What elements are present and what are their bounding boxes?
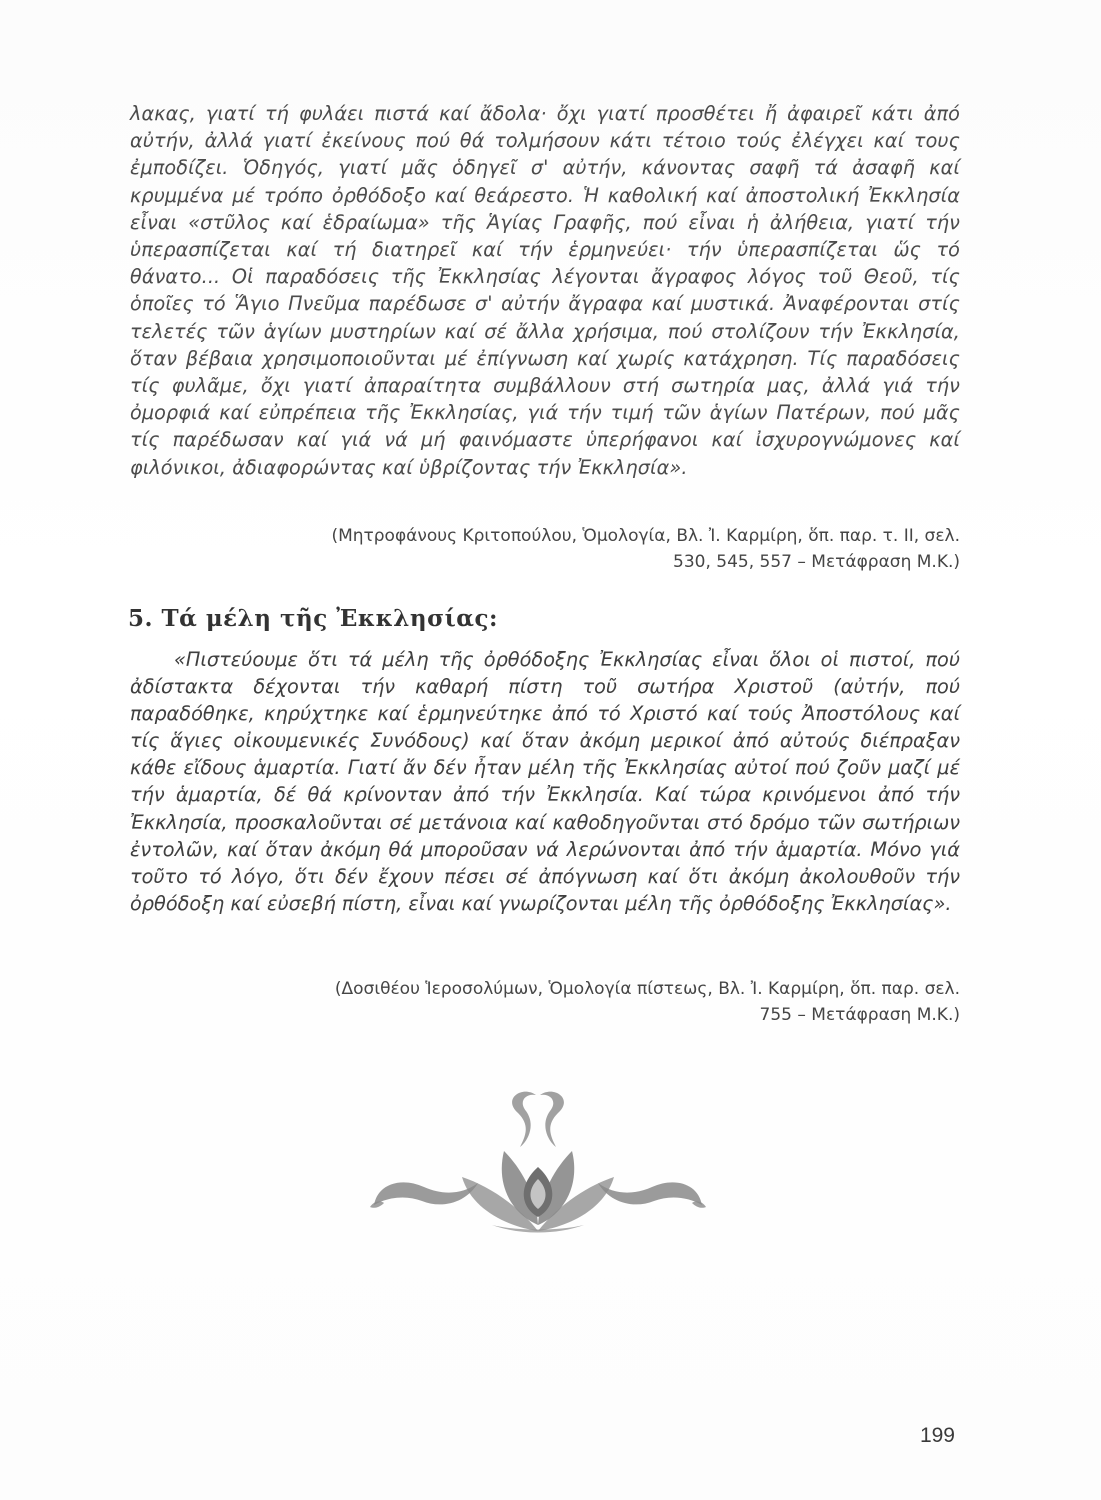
citation-2-line-2: 755 – Μετάφραση Μ.Κ.) <box>759 1005 960 1026</box>
body-paragraph-2: «Πιστεύουμε ὅτι τά μέλη τῆς ὀρθόδοξης Ἐκκλησίας εἶναι ὅλοι οἱ πιστοί, πού ἀδίστακτα δέχονται τήν καθαρή πίστη τοῦ σωτήρα Χριστοῦ (αὐτήν, πού παραδόθηκε, κηρύχτηκε καί ἑρμηνεύτηκε ἀπό τό Χριστό καί τούς Ἀποστόλους καί τίς ἅγιες οἰκουμενικές Συνόδους) καί ὅταν ἀκόμη μερικοί ἀπό αὐτούς διέπραξαν κάθε εἴδους ἁμαρτία. Γιατί ἄν δέν ἦταν μέλη τῆς Ἐκκλησίας αὐτοί πού ζοῦν μαζί μέ τήν ἁμαρτία, δέ θά κρίνονταν ἀπό τήν Ἐκκλησία. Καί τώρα κρινόμενοι ἀπό τήν Ἐκκλησία, προσκαλοῦνται σέ μετάνοια καί καθοδηγοῦνται στό δρόμο τῶν σωτήριων ἐντολῶν, καί ὅταν ἀκόμη θά μποροῦσαν νά λερώνονται ἀπό τήν ἁμαρτία. Μόνο γιά τοῦτο τό λόγο, ὅτι δέν ἔχουν πέσει σέ ἀπόγνωση καί ὅτι ἀκόμη ἀκολουθοῦν τήν ὀρθόδοξη καί εὐσεβή πίστη, εἶναι καί γνωρίζονται μέλη τῆς ὀρθόδοξης Ἐκκλησίας». <box>130 648 960 915</box>
section-heading: 5. Τά μέλη τῆς Ἐκκλησίας: <box>128 605 498 632</box>
body-paragraph-1: λακας, γιατί τή φυλάει πιστά καί ἄδολα· ὄχι γιατί προσθέτει ἤ ἀφαιρεῖ κάτι ἀπό αὐτήν, ἀλλά γιατί ἐκείνους πού θά τολμήσουν κάτι τέτοιο τούς ἐλέγχει καί τους ἐμποδίζει. Ὁδηγός, γιατί μᾶς ὁδηγεῖ σ' αὐτήν, κάνοντας σαφῆ τά ἀσαφῆ καί κρυμμένα μέ τρόπο ὀρθόδοξο καί θεάρεστο. Ἡ καθολική καί ἀποστολική Ἐκκλησία εἶναι «στῦλος καί ἑδραίωμα» τῆς Ἁγίας Γραφῆς, πού εἶναι ἡ ἀλήθεια, γιατί τήν ὑπερασπίζεται καί τή διατηρεῖ καί τήν ἑρμηνεύει· τήν ὑπερασπίζεται ὥς τό θάνατο... Οἱ παραδόσεις τῆς Ἐκκλησίας λέγονται ἄγραφος λόγος τοῦ Θεοῦ, τίς ὁποῖες τό Ἅγιο Πνεῦμα παρέδωσε σ' αὐτήν ἄγραφα καί μυστικά. Ἀναφέρονται στίς τελετές τῶν ἁγίων μυστηρίων καί σέ ἄλλα χρήσιμα, πού στολίζουν τήν Ἐκκλησία, ὅταν βέβαια χρησιμοποιοῦνται μέ ἐπίγνωση καί χωρίς κατάχρηση. Τίς παραδόσεις τίς φυλᾶμε, ὄχι γιατί ἀπαραίτητα συμβάλλουν στή σωτηρία μας, ἀλλά γιά τήν ὀμορφιά καί εὐπρέπεια τῆς Ἐκκλησίας, γιά τήν τιμή τῶν ἁγίων Πατέρων, πού μᾶς τίς παρέδωσαν καί γιά νά μή φαινόμαστε ὑπερήφανοι καί ἰσχυρογνώμονες καί φιλόνικοι, ἀδιαφορώντας καί ὑβρίζοντας τήν Ἐκκλησία». <box>130 102 960 479</box>
citation-1-line-1: (Μητροφάνους Κριτοπούλου, Ὁμολογία, Βλ. Ἰ. Καρμίρη, ὅπ. παρ. τ. ΙΙ, σελ. <box>331 526 960 546</box>
citation-1-line-2: 530, 545, 557 – Μετάφραση Μ.Κ.) <box>673 552 960 573</box>
citation-2 <box>130 976 960 1029</box>
citation-1 <box>130 523 960 576</box>
lotus-flower-ornament-icon <box>370 1085 706 1235</box>
citation-2-line-1: (Δοσιθέου Ἱεροσολύμων, Ὁμολογία πίστεως, Βλ. Ἰ. Καρμίρη, ὅπ. παρ. σελ. <box>334 979 960 999</box>
page-number: 199 <box>919 1424 955 1447</box>
